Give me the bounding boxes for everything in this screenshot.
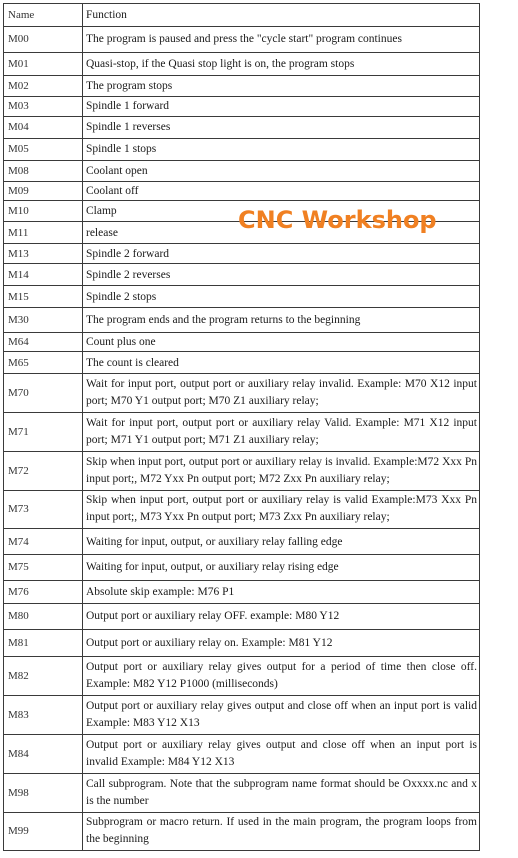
table-row <box>4 774 480 813</box>
row-code: M99 <box>4 812 83 850</box>
row-function: Coolant open <box>83 161 480 181</box>
row-code: M08 <box>4 161 83 181</box>
row-function: Waiting for input, output, or auxiliary relay rising edge <box>83 555 480 581</box>
table-row <box>4 529 480 555</box>
row-code: M84 <box>4 735 83 774</box>
row-function: Wait for input port, output port or auxiliary relay invalid. Example: M70 X12 input port; M70 Y1 output port; M70 Z1 auxiliary relay; <box>83 373 480 412</box>
row-function: Output port or auxiliary relay gives output and close off when an input port is invalid Example: M84 Y12 X13 <box>83 735 480 774</box>
row-function: Skip when input port, output port or auxiliary relay is invalid. Example:M72 Xxx Pn input port;, M72 Yxx Pn output port; M72 Zxx Pn auxiliary relay; <box>83 451 480 490</box>
row-code: M00 <box>4 27 83 53</box>
table-row <box>4 490 480 529</box>
row-function: Coolant off <box>83 181 480 200</box>
row-code: M72 <box>4 451 83 490</box>
table-row <box>4 285 480 308</box>
row-function: Count plus one <box>83 332 480 351</box>
row-code: M80 <box>4 604 83 630</box>
table-row <box>4 604 480 630</box>
row-function: Spindle 2 stops <box>83 285 480 308</box>
row-function: Subprogram or macro return. If used in the main program, the program loops from the beginning <box>83 812 480 850</box>
table-row <box>4 243 480 263</box>
m-code-table <box>3 3 480 851</box>
row-function: Clamp <box>83 200 480 221</box>
table-row <box>4 580 480 604</box>
row-code: M82 <box>4 657 83 696</box>
table-row <box>4 52 480 76</box>
row-function: Waiting for input, output, or auxiliary relay falling edge <box>83 529 480 555</box>
table-row <box>4 696 480 735</box>
row-code: M73 <box>4 490 83 529</box>
row-function: Call subprogram. Note that the subprogram name format should be Oxxxx.nc and x is the number <box>83 774 480 813</box>
row-code: M15 <box>4 285 83 308</box>
table-row <box>4 451 480 490</box>
row-code: M01 <box>4 52 83 76</box>
row-function: Output port or auxiliary relay on. Example: M81 Y12 <box>83 629 480 657</box>
row-function: The program ends and the program returns to the beginning <box>83 308 480 333</box>
header-row <box>4 4 480 27</box>
table-row <box>4 812 480 850</box>
m-code-sheet <box>3 3 479 851</box>
row-code: M11 <box>4 222 83 243</box>
row-code: M81 <box>4 629 83 657</box>
table-row <box>4 332 480 351</box>
row-function: Wait for input port, output port or auxiliary relay Valid. Example: M71 X12 input port; M71 Y1 output port; M71 Z1 auxiliary relay; <box>83 412 480 451</box>
watermark: CNC Workshop <box>238 206 437 234</box>
row-function: release <box>83 222 480 243</box>
row-function: Spindle 2 reverses <box>83 264 480 285</box>
table-row <box>4 373 480 412</box>
row-code: M76 <box>4 580 83 604</box>
header-function: Function <box>83 4 480 27</box>
table-row <box>4 629 480 657</box>
row-function: The program stops <box>83 76 480 96</box>
table-row <box>4 657 480 696</box>
row-function: Output port or auxiliary relay gives output for a period of time then close off. Example: M82 Y12 P1000 (milliseconds) <box>83 657 480 696</box>
row-code: M30 <box>4 308 83 333</box>
table-row <box>4 138 480 161</box>
row-function: Spindle 2 forward <box>83 243 480 263</box>
table-row <box>4 308 480 333</box>
row-code: M14 <box>4 264 83 285</box>
row-code: M74 <box>4 529 83 555</box>
row-function: Output port or auxiliary relay OFF. example: M80 Y12 <box>83 604 480 630</box>
row-function: Quasi-stop, if the Quasi stop light is on, the program stops <box>83 52 480 76</box>
table-row <box>4 735 480 774</box>
table-row <box>4 181 480 200</box>
table-row <box>4 352 480 373</box>
table-row <box>4 161 480 181</box>
table-row <box>4 96 480 116</box>
row-function: The program is paused and press the "cycle start" program continues <box>83 27 480 53</box>
table-row <box>4 27 480 53</box>
row-function: Output port or auxiliary relay gives output and close off when an input port is valid Example: M83 Y12 X13 <box>83 696 480 735</box>
row-code: M13 <box>4 243 83 263</box>
row-function: Spindle 1 reverses <box>83 117 480 138</box>
row-code: M05 <box>4 138 83 161</box>
row-function: The count is cleared <box>83 352 480 373</box>
table-row <box>4 264 480 285</box>
row-function: Spindle 1 stops <box>83 138 480 161</box>
table-row <box>4 412 480 451</box>
table-row <box>4 555 480 581</box>
row-code: M09 <box>4 181 83 200</box>
row-code: M04 <box>4 117 83 138</box>
table-row <box>4 76 480 96</box>
row-code: M71 <box>4 412 83 451</box>
row-function: Absolute skip example: M76 P1 <box>83 580 480 604</box>
table-row <box>4 117 480 138</box>
row-code: M10 <box>4 200 83 221</box>
row-function: Spindle 1 forward <box>83 96 480 116</box>
row-code: M03 <box>4 96 83 116</box>
table-body <box>4 27 480 851</box>
row-code: M70 <box>4 373 83 412</box>
row-code: M83 <box>4 696 83 735</box>
row-function: Skip when input port, output port or auxiliary relay is valid Example:M73 Xxx Pn input port;, M73 Yxx Pn output port; M73 Zxx Pn auxiliary relay; <box>83 490 480 529</box>
row-code: M75 <box>4 555 83 581</box>
row-code: M64 <box>4 332 83 351</box>
row-code: M98 <box>4 774 83 813</box>
row-code: M65 <box>4 352 83 373</box>
header-name: Name <box>4 4 83 27</box>
row-code: M02 <box>4 76 83 96</box>
